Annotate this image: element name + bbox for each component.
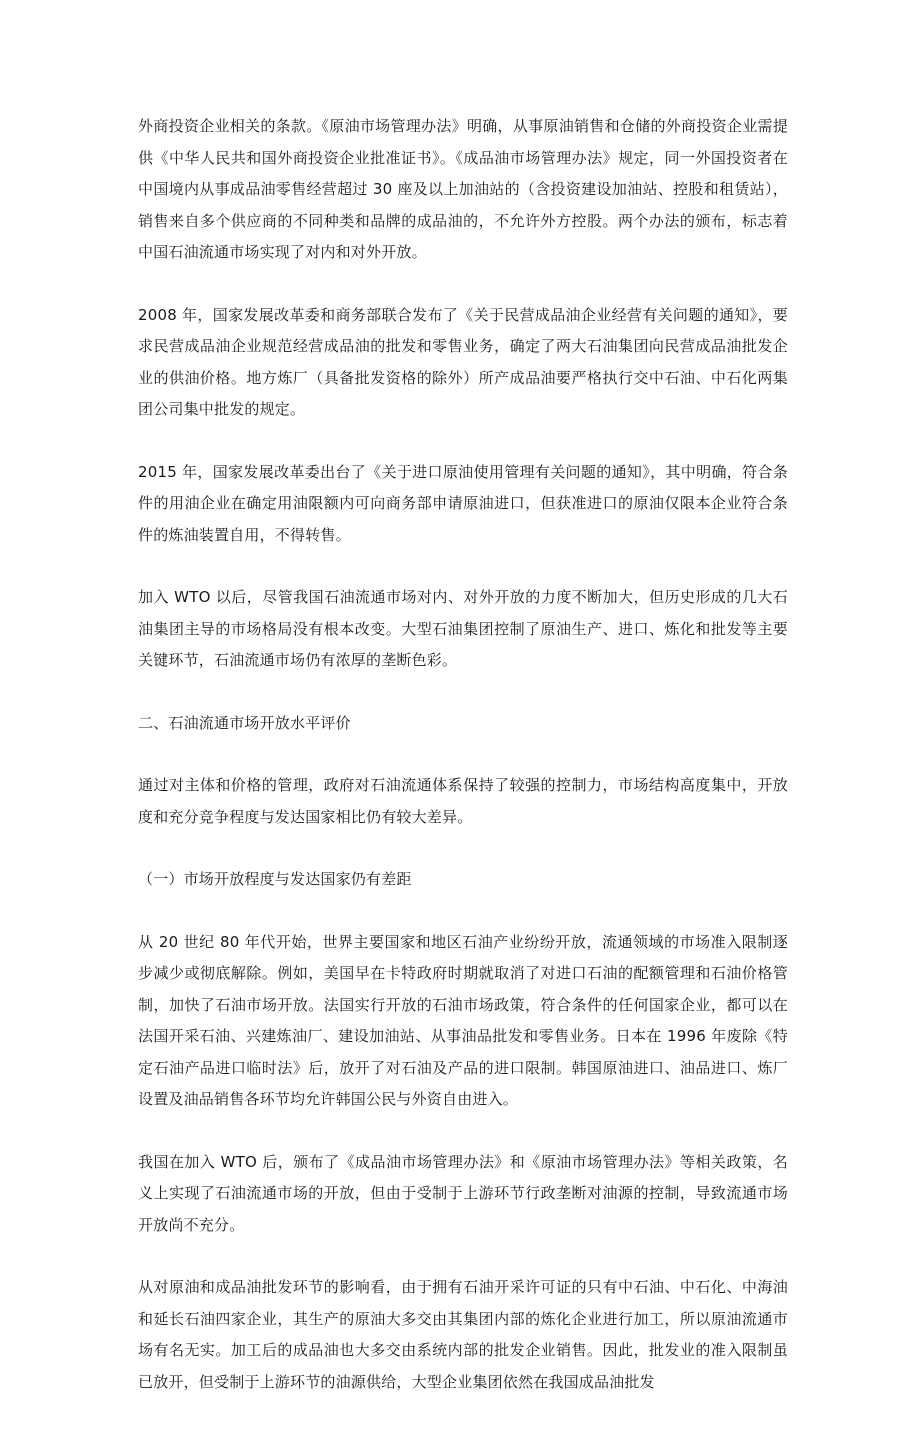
document-body	[138, 111, 788, 1429]
section-heading-evaluation: 二、石油流通市场开放水平评价	[138, 713, 351, 732]
paragraph-2015-notice: 2015 年，国家发展改革委出台了《关于进口原油使用管理有关问题的通知》，其中明确，符合条件的用油企业在确定用油限额内可向商务部申请原油进口，但获准进口的原油仅限本企业符合条件的炼油装置自用，不得转售。	[138, 462, 788, 544]
paragraph-china-after-wto: 我国在加入 WTO 后，颁布了《成品油市场管理办法》和《原油市场管理办法》等相关政策，名义上实现了石油流通市场的开放，但由于受制于上游环节行政垄断对油源的控制，导致流通市场开放尚不充分。	[138, 1152, 788, 1234]
paragraph-2008-notice: 2008 年，国家发展改革委和商务部联合发布了《关于民营成品油企业经营有关问题的通知》，要求民营成品油企业规范经营成品油的批发和零售业务，确定了两大石油集团向民营成品油批发企业的供油价格。地方炼厂（具备批发资格的除外）所产成品油要严格执行交中石油、中石化两集团公司集中批发的规定。	[138, 305, 788, 418]
paragraph-wholesale-impact: 从对原油和成品油批发环节的影响看，由于拥有石油开采许可证的只有中石油、中石化、中海油和延长石油四家企业，其生产的原油大多交由其集团内部的炼化企业进行加工，所以原油流通市场有名无实。加工后的成品油也大多交由系统内部的批发企业销售。因此，批发业的准入限制虽已放开，但受制于上游环节的油源供给，大型企业集团依然在我国成品油批发	[138, 1278, 788, 1391]
paragraph-international-opening: 从 20 世纪 80 年代开始，世界主要国家和地区石油产业纷纷开放，流通领域的市场准入限制逐步减少或彻底解除。例如，美国早在卡特政府时期就取消了对进口石油的配额管理和石油价格管制，加快了石油市场开放。法国实行开放的石油市场政策，符合条件的任何国家企业，都可以在法国开采石油、兴建炼油厂、建设加油站、从事油品批发和零售业务。日本在 1996 年废除《特定石油产品进口临时法》后，放开了对石油及产品的进口限制。韩国原油进口、油品进口、炼厂设置及油品销售各环节均允许韩国公民与外资自由进入。	[138, 932, 788, 1108]
paragraph-foreign-investment-clauses: 外商投资企业相关的条款。《原油市场管理办法》明确，从事原油销售和仓储的外商投资企业需提供《中华人民共和国外商投资企业批准证书》。《成品油市场管理办法》规定，同一外国投资者在中国境内从事成品油零售经营超过 30 座及以上加油站的（含投资建设加油站、控股和租赁站），销售来自多个供应商的不同种类和品牌的成品油的，不允许外方控股。两个办法的颁布，标志着中国石油流通市场实现了对内和对外开放。	[138, 117, 788, 261]
subsection-heading-gap: （一）市场开放程度与发达国家仍有差距	[138, 870, 412, 888]
paragraph-government-control: 通过对主体和价格的管理，政府对石油流通体系保持了较强的控制力，市场结构高度集中，开放度和充分竞争程度与发达国家相比仍有较大差异。	[138, 776, 788, 826]
paragraph-after-wto: 加入 WTO 以后，尽管我国石油流通市场对内、对外开放的力度不断加大，但历史形成的几大石油集团主导的市场格局没有根本改变。大型石油集团控制了原油生产、进口、炼化和批发等主要关键环节，石油流通市场仍有浓厚的垄断色彩。	[138, 588, 788, 669]
